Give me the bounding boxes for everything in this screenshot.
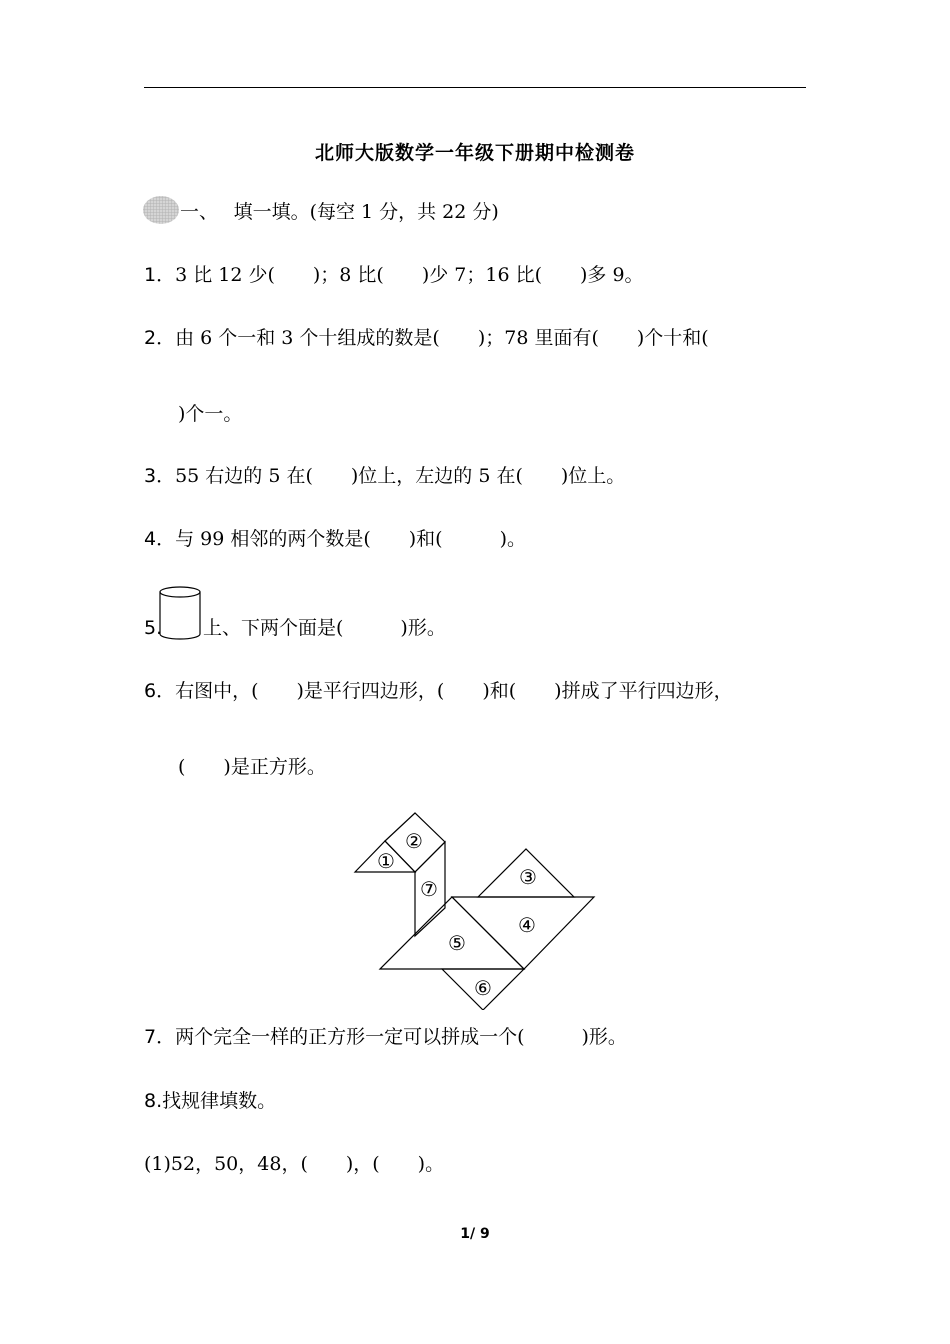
question-6 [144,679,733,703]
question-text: 55 右边的 5 在( )位上，左边的 5 在( )位上。 [175,465,626,487]
page-title: 北师大版数学一年级下册期中检测卷 [314,142,635,164]
question-text: 由 6 个一和 3 个十组成的数是( )；78 里面有( )个十和( [175,327,709,349]
tangram-label-5: ⑤ [448,931,466,955]
question-text: 两个完全一样的正方形一定可以拼成一个( )形。 [175,1026,627,1048]
tangram-label-3: ③ [519,865,537,889]
question-number: 7． [144,1026,176,1048]
question-text: 找规律填数。 [162,1090,277,1112]
question-8-part-1: (1)52，50，48，( )，( )。 [144,1153,445,1175]
question-number: 6． [144,680,176,702]
tangram-label-6: ⑥ [474,976,492,1000]
question-text: 与 99 相邻的两个数是( )和( )。 [175,528,527,550]
section-number: 一、 [180,201,209,223]
cylinder-icon [158,586,202,640]
tangram-label-4: ④ [518,913,536,937]
question-8 [144,1089,276,1113]
question-number: 3． [144,465,176,487]
question-number: 4． [144,528,176,550]
section-heading-text: 填一填。(每空 1 分，共 22 分) [233,201,499,223]
question-2-continuation: )个一。 [178,403,243,425]
question-text: 3 比 12 少( )；8 比( )少 7；16 比( )多 9。 [175,264,644,286]
question-6-continuation: ( )是正方形。 [178,756,326,778]
question-1 [144,263,644,287]
tangram-label-2: ② [405,829,423,853]
question-5-text: 上、下两个面是( )形。 [203,617,446,639]
section-1-heading [180,200,499,224]
question-number: 1． [144,264,176,286]
question-2 [144,326,709,350]
question-3 [144,464,625,488]
tangram-label-1: ① [377,849,395,873]
question-number: 2． [144,327,176,349]
question-5-number: 5. [144,617,163,639]
question-7 [144,1025,627,1049]
top-rule [144,87,806,88]
page-number: 1/ 9 [460,1226,490,1242]
question-number: 8. [144,1090,163,1112]
tangram-figure [352,810,598,1010]
tangram-label-7: ⑦ [420,877,438,901]
question-4 [144,527,526,551]
section-badge-icon [143,196,179,224]
question-text: 右图中，( )是平行四边形，( )和( )拼成了平行四边形， [175,680,733,702]
